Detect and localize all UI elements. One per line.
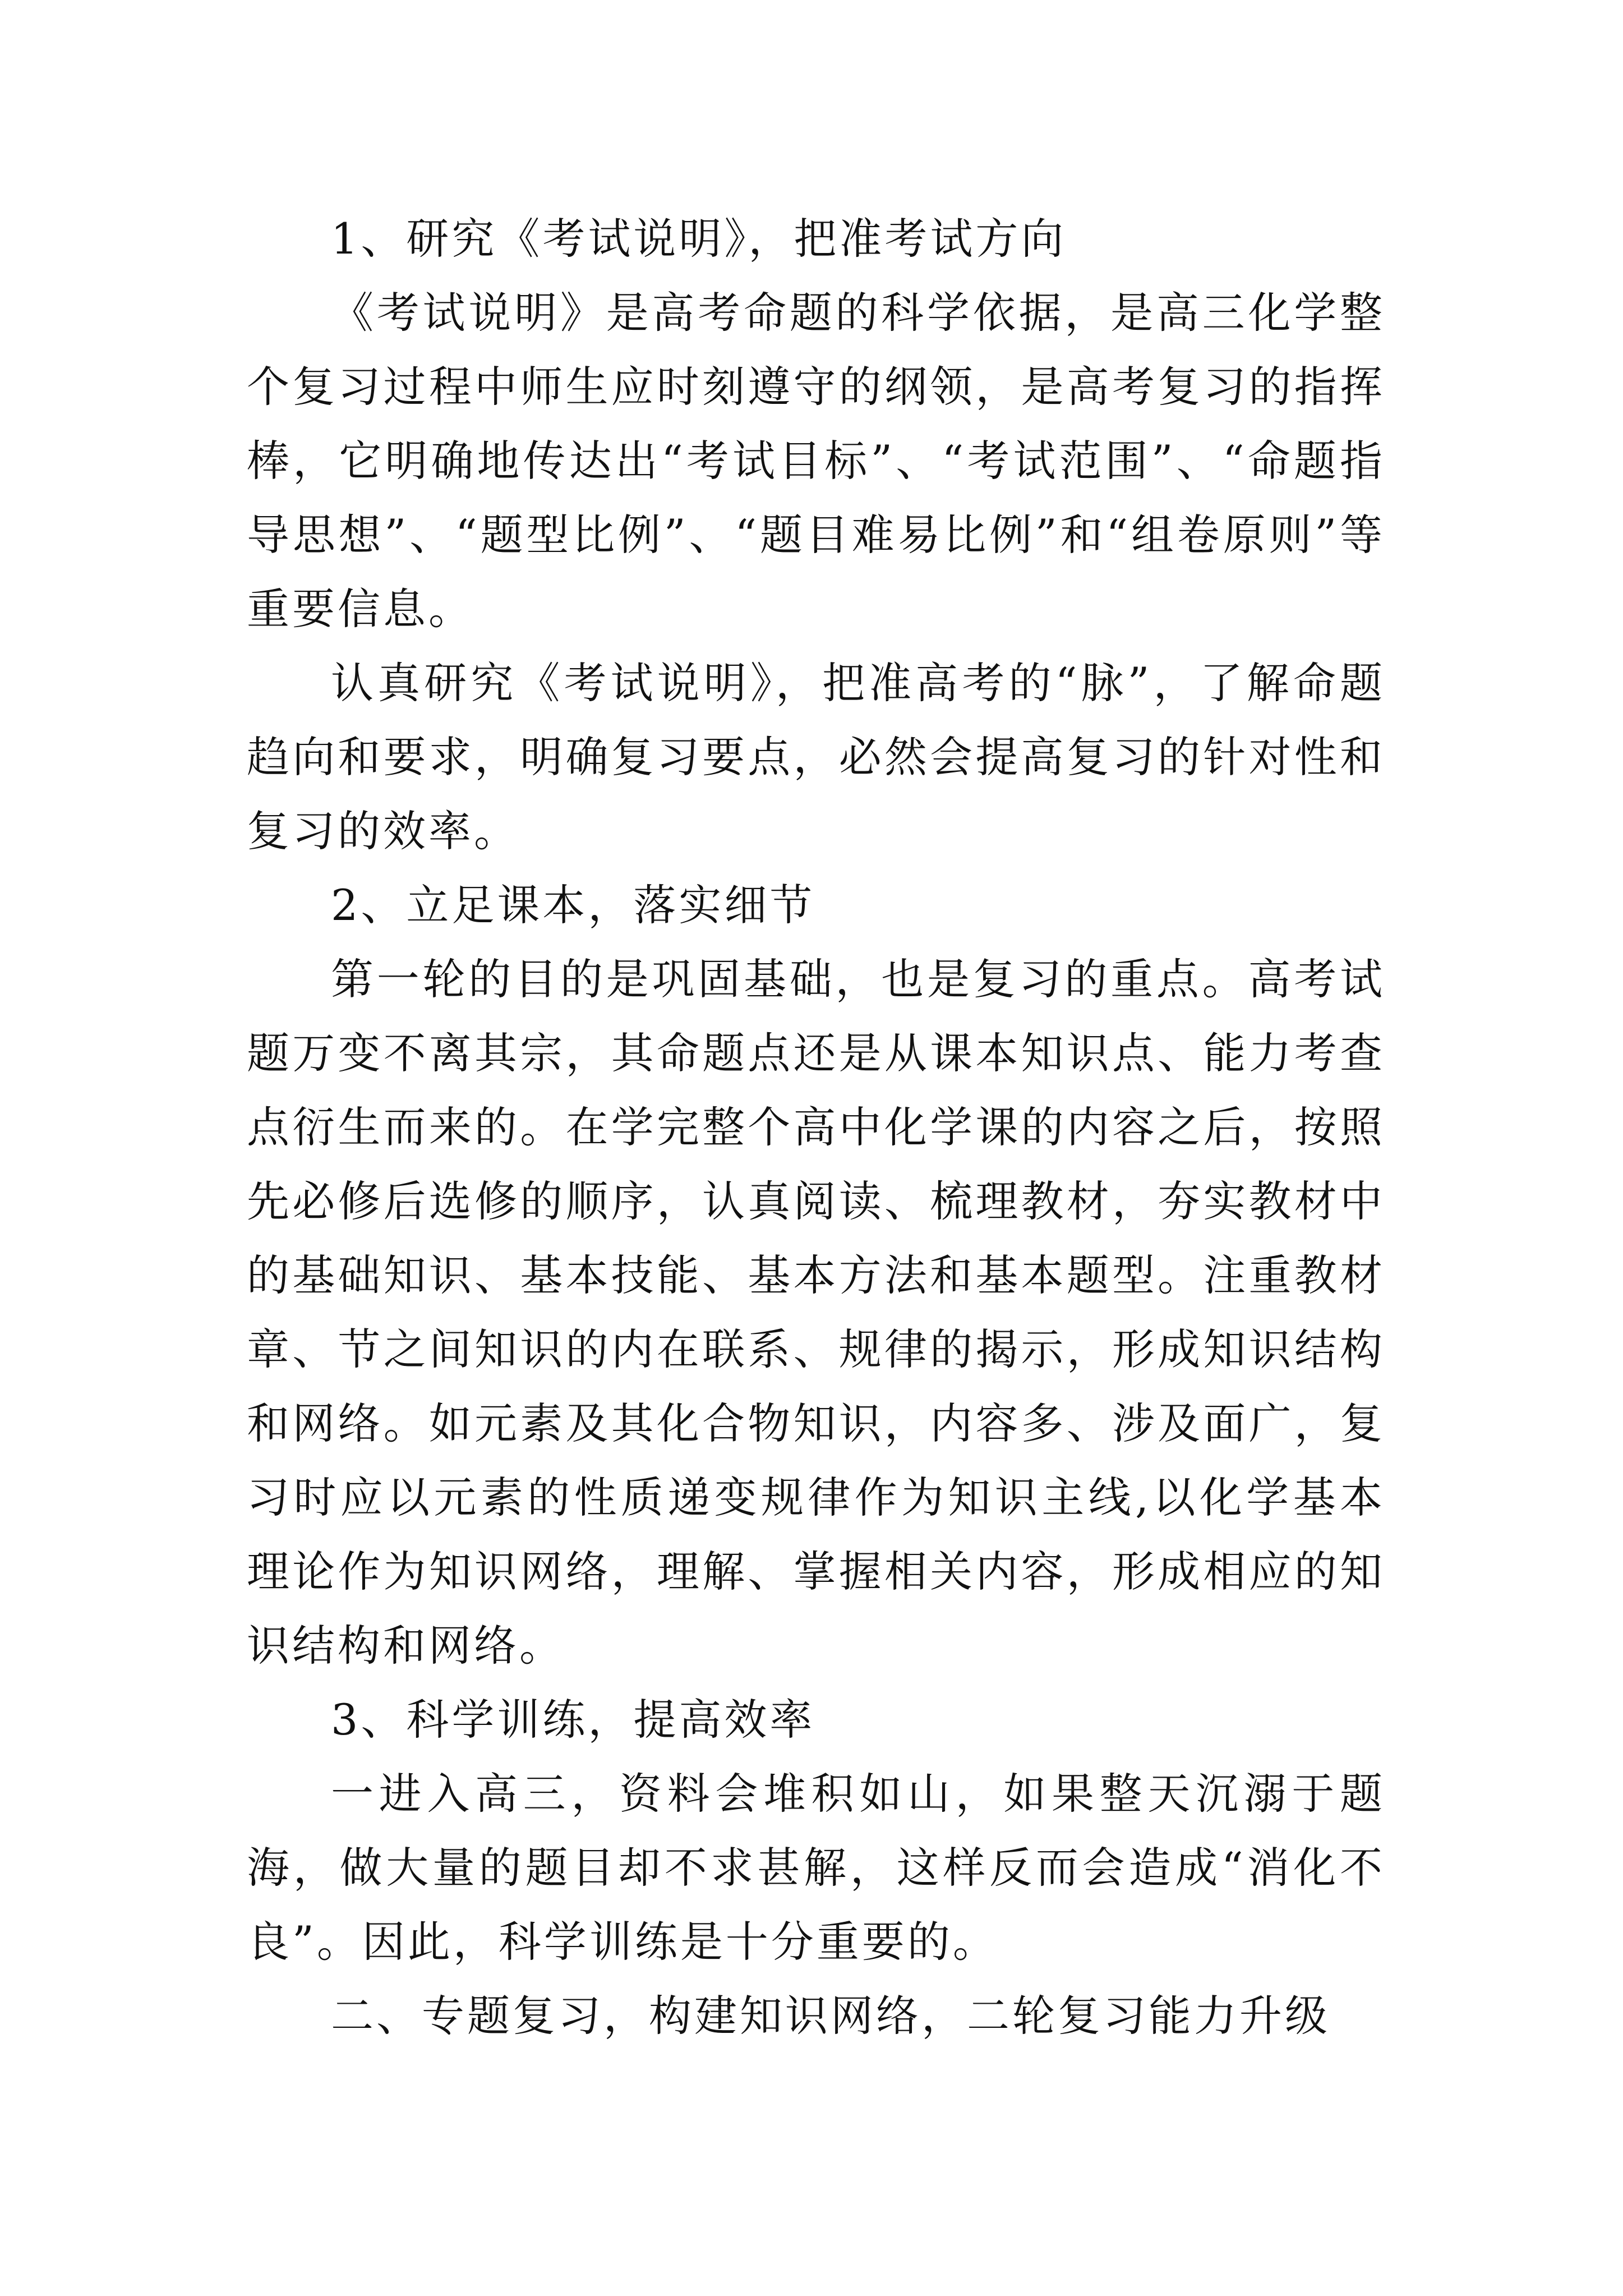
section-heading-part-two: 二、专题复习，构建知识网络，二轮复习能力升级 [331,1991,1330,2041]
section-heading-1: 1、研究《考试说明》，把准考试方向 [331,214,1067,264]
paragraph-first-round: 第一轮的目的是巩固基础，也是复习的重点。高考试题万变不离其宗，其命题点还是从课本知识点、能力考查点衍生而来的。在学完整个高中化学课的内容之后，按照先必修后选修的顺序，认真阅读、梳理教材，夯实教材中的基础知识、基本技能、基本方法和基本题型。注重教材章、节之间知识的内在联系、规律的揭示，形成知识结构和网络。如元素及其化合物知识，内容多、涉及面广，复习时应以元素的性质递变规律作为知识主线,以化学基本理论作为知识网络，理解、掌握相关内容，形成相应的知识结构和网络。 [247,954,1385,1671]
paragraph-study-guide: 认真研究《考试说明》，把准高考的“脉”，了解命题趋向和要求，明确复习要点，必然会提高复习的针对性和复习的效率。 [247,658,1385,856]
paragraph-training: 一进入高三，资料会堆积如山，如果整天沉溺于题海，做大量的题目却不求甚解，这样反而会造成“消化不良”。因此，科学训练是十分重要的。 [247,1769,1385,1967]
section-heading-2: 2、立足课本，落实细节 [331,880,815,930]
section-heading-3: 3、科学训练，提高效率 [331,1695,815,1745]
paragraph-exam-guide: 《考试说明》是高考命题的科学依据，是高三化学整个复习过程中师生应时刻遵守的纲领，是高考复习的指挥棒，它明确地传达出“考试目标”、“考试范围”、“命题指导思想”、“题型比例”、“题目难易比例”和“组卷原则”等重要信息。 [247,288,1385,634]
document-body [247,202,1385,2053]
